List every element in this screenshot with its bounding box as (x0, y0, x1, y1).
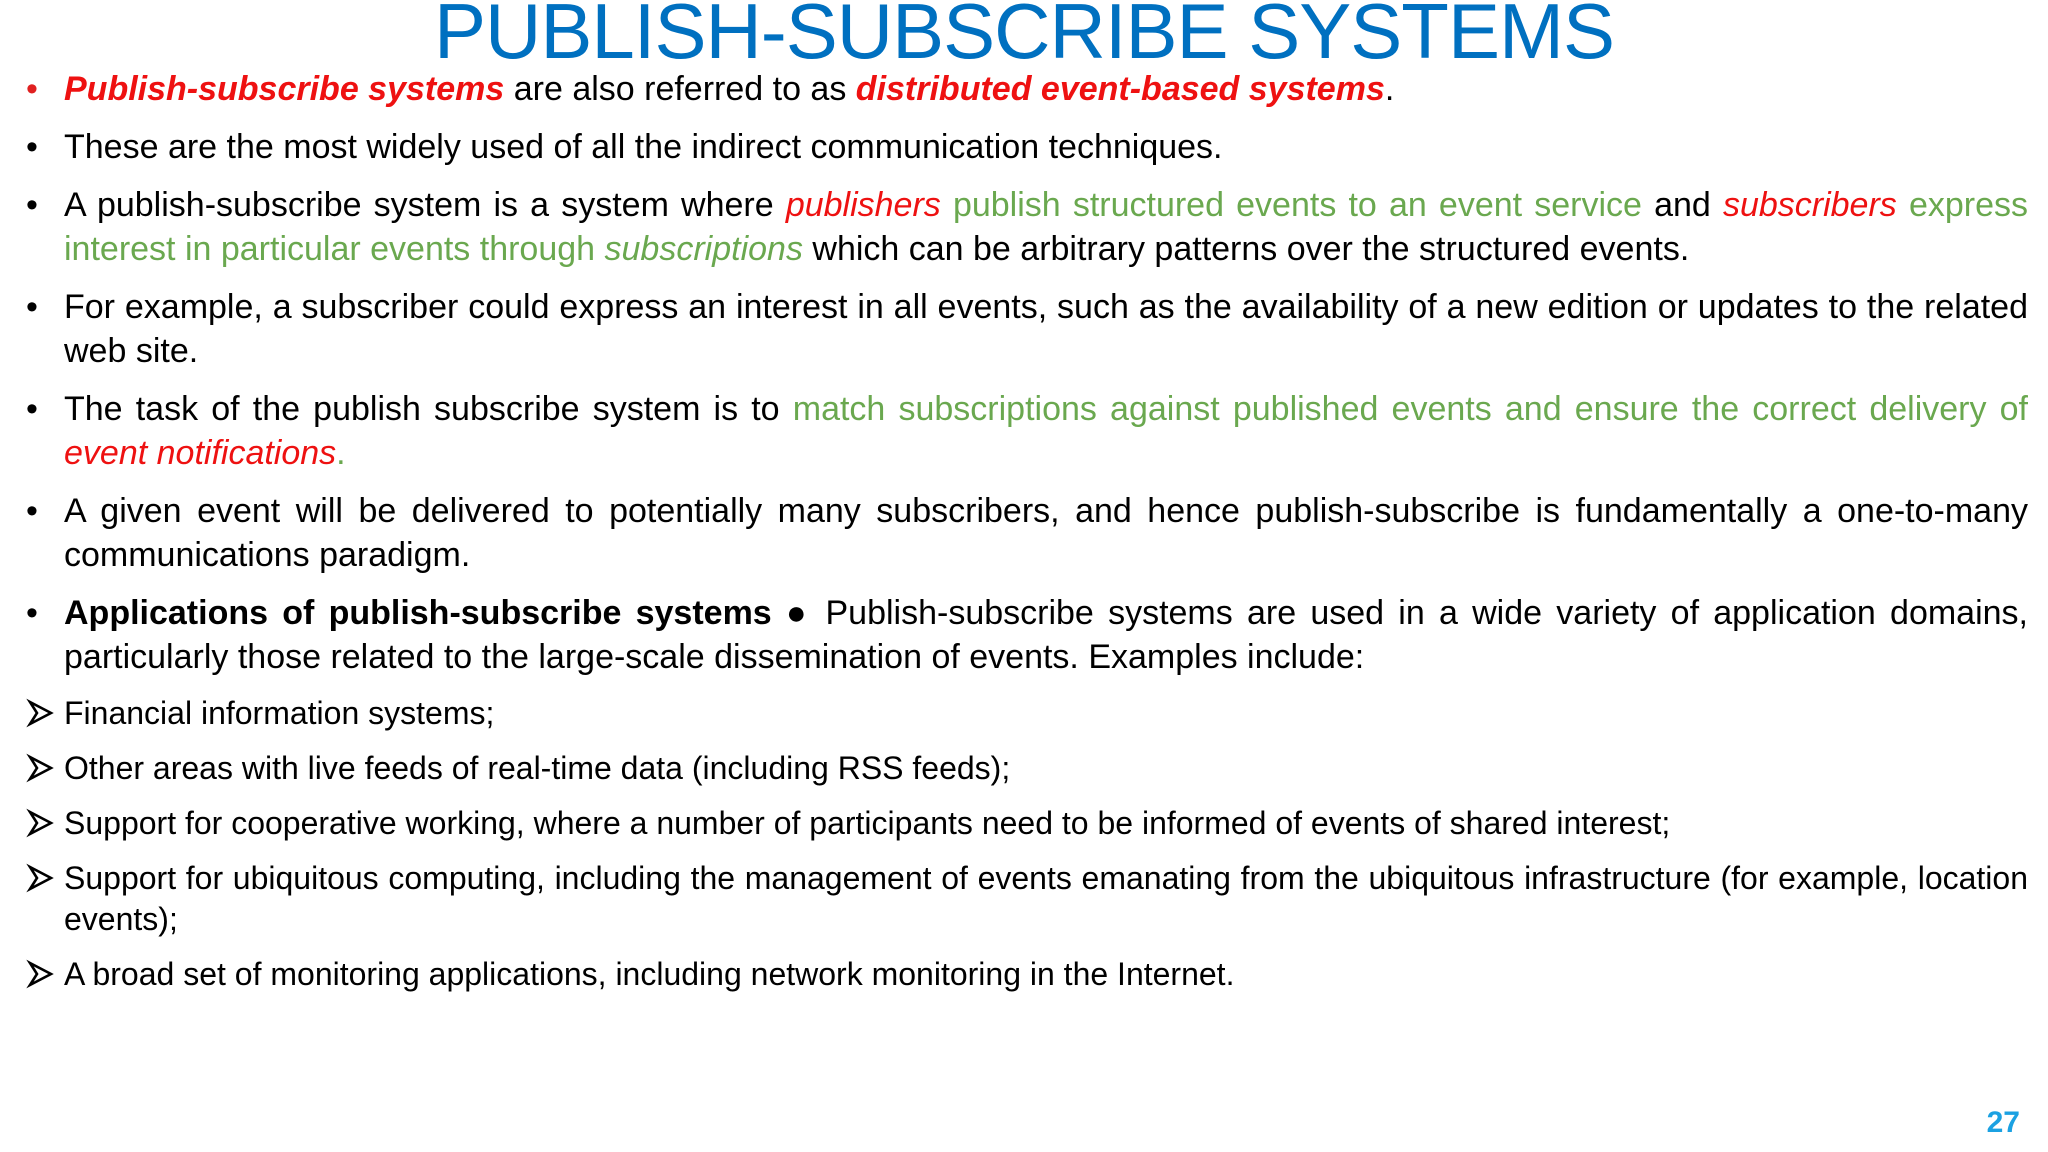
bullet-text: A publish-subscribe system is a system where (64, 186, 786, 224)
bullet-text-emphasis: publishers (785, 186, 941, 224)
bullet-text: The task of the publish subscribe system is to (64, 390, 793, 428)
example-text: Other areas with live feeds of real-time data (including RSS feeds); (64, 750, 1011, 786)
bullet-icon: • (26, 390, 38, 428)
example-text: A broad set of monitoring applications, including network monitoring in the Internet. (64, 956, 1235, 992)
bullet-item (26, 285, 2028, 373)
arrow-bullet-icon (26, 807, 56, 841)
bullet-item (26, 489, 2028, 577)
example-text: Support for cooperative working, where a number of participants need to be informed of events of shared interest; (64, 805, 1671, 841)
bullet-item (26, 387, 2028, 475)
arrow-bullet-icon (26, 958, 56, 992)
bullet-text-highlight: subscriptions (604, 230, 803, 268)
example-item (26, 748, 2028, 789)
bullet-text-highlight: match subscriptions against published events and ensure the correct delivery of (792, 390, 2028, 428)
bullet-text-bold: Applications of publish-subscribe systems (64, 594, 772, 632)
bullet-text: A given event will be delivered to potentially many subscribers, and hence publish-subscribe is fundamentally a one-to-many communications paradigm. (64, 492, 2028, 574)
bullet-item (26, 125, 2028, 169)
bullet-text: . (1384, 70, 1395, 108)
slide-body (26, 67, 2028, 1009)
arrow-bullet-icon (26, 752, 56, 786)
arrow-bullet-icon (26, 697, 56, 731)
bullet-text-highlight: . (336, 434, 346, 472)
example-text: Support for ubiquitous computing, including the management of events emanating from the ubiquitous infrastructure (for example, location events); (64, 860, 2028, 937)
example-text: Financial information systems; (64, 695, 495, 731)
bullet-icon: • (26, 288, 38, 326)
bullet-text-emphasis: event notifications (64, 434, 337, 472)
example-item (26, 803, 2028, 844)
page-number: 27 (1986, 1106, 2020, 1139)
bullet-text: ● Publish-subscribe systems are used in a wide variety of application domains, particularly those related to the large-scale dissemination of events. Examples include: (64, 594, 2028, 676)
bullet-text-emphasis: distributed event-based systems (855, 70, 1385, 108)
bullet-text: For example, a subscriber could express an interest in all events, such as the availability of a new edition or updates to the related web site. (64, 288, 2028, 370)
bullet-text: which can be arbitrary patterns over the structured events. (802, 230, 1690, 268)
bullet-text: are also referred to as (504, 70, 856, 108)
example-item (26, 954, 2028, 995)
bullet-text-highlight: express interest in particular events through (64, 186, 2028, 268)
bullet-item (26, 591, 2028, 679)
bullet-icon: • (26, 70, 38, 108)
bullet-text-emphasis: subscribers (1722, 186, 1897, 224)
bullet-icon: • (26, 492, 38, 530)
bullet-item (26, 67, 2028, 111)
example-item (26, 693, 2028, 734)
bullet-text: and (1641, 186, 1723, 224)
slide-title: PUBLISH-SUBSCRIBE SYSTEMS (434, 0, 1614, 75)
bullet-icon: • (26, 186, 38, 224)
example-item (26, 858, 2028, 940)
bullet-icon: • (26, 594, 38, 632)
bullet-text: These are the most widely used of all the indirect communication techniques. (64, 128, 1223, 166)
bullet-icon: • (26, 128, 38, 166)
bullet-text-highlight: publish structured events to an event service (940, 186, 1642, 224)
arrow-bullet-icon (26, 862, 56, 896)
bullet-item (26, 183, 2028, 271)
bullet-text-emphasis: Publish-subscribe systems (64, 70, 505, 108)
